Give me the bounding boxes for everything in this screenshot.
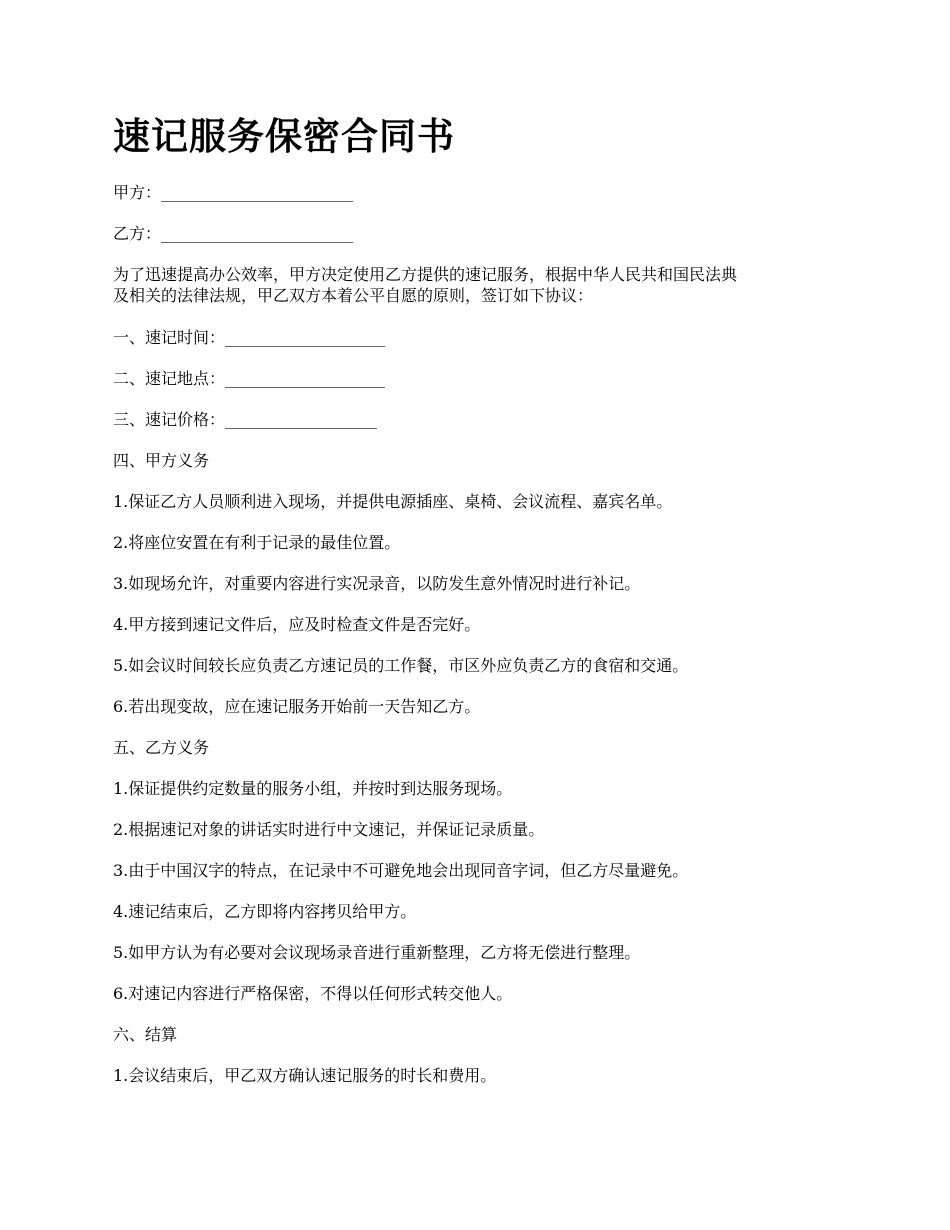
intro-paragraph	[113, 264, 841, 306]
intro-line-1: 为了迅速提高办公效率，甲方决定使用乙方提供的速记服务，根据中华人民共和国民法典	[113, 265, 738, 284]
section-heading-party-b-duties: 五、乙方义务	[113, 738, 210, 757]
intro-line-2: 及相关的法律法规，甲乙双方本着公平自愿的原则，签订如下协议：	[113, 286, 594, 305]
list-item: 1.保证提供约定数量的服务小组，并按时到达服务现场。	[113, 779, 513, 798]
list-item: 1.保证乙方人员顺利进入现场，并提供电源插座、桌椅、会议流程、嘉宾名单。	[113, 492, 673, 511]
list-item: 2.根据速记对象的讲话实时进行中文速记，并保证记录质量。	[113, 820, 545, 839]
list-item: 3.由于中国汉字的特点，在记录中不可避免地会出现同音字词，但乙方尽量避免。	[113, 861, 689, 880]
list-item: 6.若出现变故，应在速记服务开始前一天告知乙方。	[113, 697, 481, 716]
service-time-line: 一、速记时间：____________________	[113, 328, 386, 347]
list-item: 5.如甲方认为有必要对会议现场录音进行重新整理，乙方将无偿进行整理。	[113, 943, 641, 962]
list-item: 4.甲方接到速记文件后，应及时检查文件是否完好。	[113, 615, 481, 634]
list-item: 3.如现场允许，对重要内容进行实况录音，以防发生意外情况时进行补记。	[113, 574, 641, 593]
list-item: 1.会议结束后，甲乙双方确认速记服务的时长和费用。	[113, 1066, 497, 1085]
service-location-line: 二、速记地点：____________________	[113, 369, 386, 388]
party-a-line: 甲方：________________________	[113, 183, 354, 202]
list-item: 2.将座位安置在有利于记录的最佳位置。	[113, 533, 401, 552]
document-title: 速记服务保密合同书	[113, 114, 455, 158]
section-heading-party-a-duties: 四、甲方义务	[113, 451, 210, 470]
section-heading-settlement: 六、结算	[113, 1025, 178, 1044]
list-item: 4.速记结束后，乙方即将内容拷贝给甲方。	[113, 902, 417, 921]
party-b-line: 乙方：________________________	[113, 224, 354, 243]
service-price-line: 三、速记价格：___________________	[113, 410, 378, 429]
list-item: 6.对速记内容进行严格保密，不得以任何形式转交他人。	[113, 984, 513, 1003]
list-item: 5.如会议时间较长应负责乙方速记员的工作餐，市区外应负责乙方的食宿和交通。	[113, 656, 689, 675]
